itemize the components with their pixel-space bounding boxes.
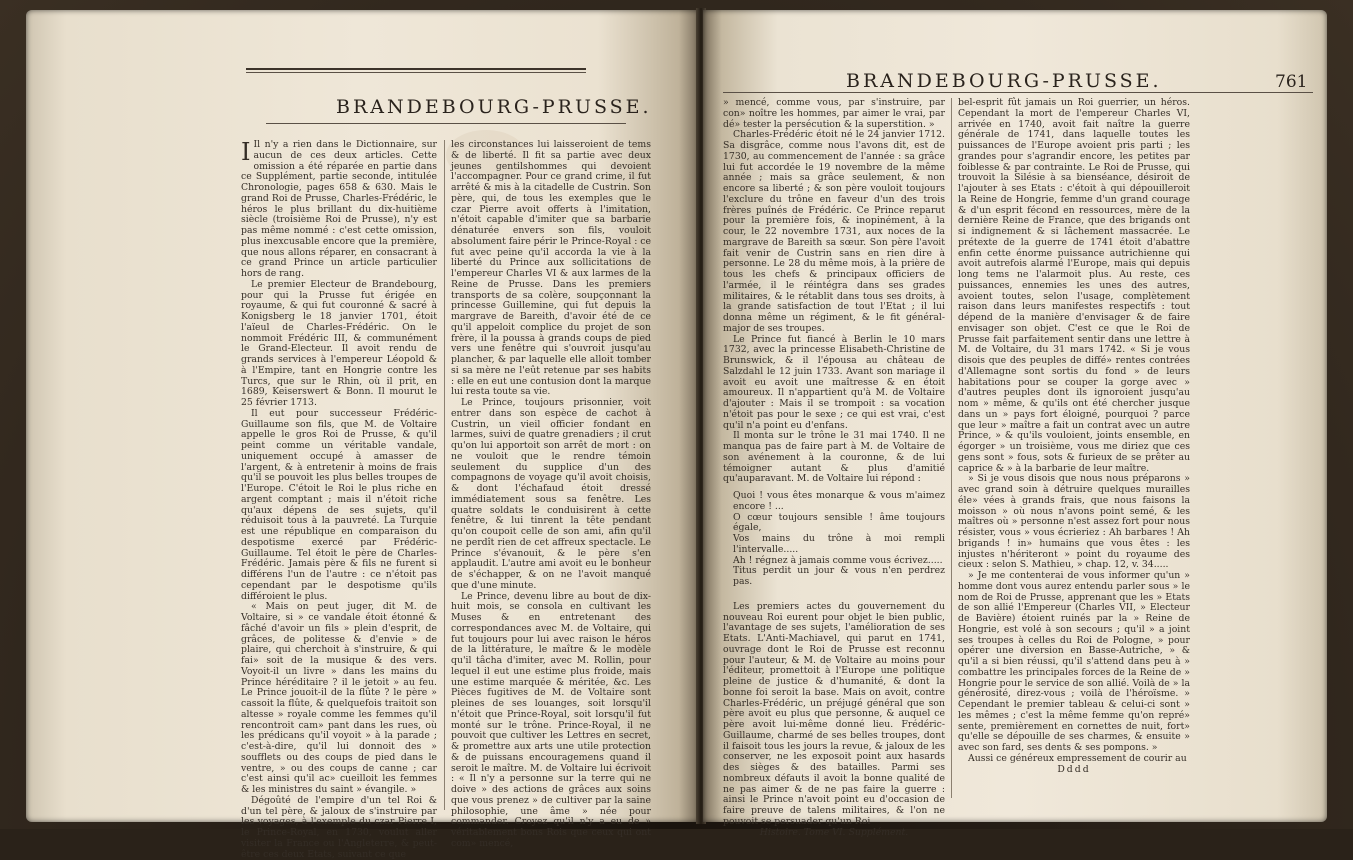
header-thin-rule — [246, 72, 586, 73]
verse-line: Ah ! régnez à jamais comme vous écrivez..... — [733, 554, 943, 566]
column-divider — [951, 98, 952, 798]
paragraph: Aussi ce généreux empressement de courir au — [968, 752, 1187, 764]
paragraph: » mencé, comme vous, par s'instruire, par con» noître les hommes, par aimer le vrai, par dé» tester la persécution & la superstition. » — [723, 97, 945, 130]
running-title: BRANDEBOURG-PRUSSE. — [846, 70, 1162, 92]
paragraph: Dégoûté de l'empire d'un tel Roi & d'un tel père, & jaloux de s'instruire par les voyages, à l'exemple du czar Pierre I, le Prince-Royal, en 1730, voulut aller visiter la France ou l'Angleterre, & peut-être ces deux Etats, suivant ce que — [241, 794, 437, 860]
left-column-1 — [241, 138, 437, 860]
paragraph: Il monta sur le trône le 31 mai 1740. Il ne manqua pas de faire part à M. de Voltaire de son avénement à la couronne, & de lui témoigner autant & plus d'amitié qu'auparavant. M. de Voltaire lui répond : — [723, 430, 945, 485]
left-column-2 — [451, 139, 652, 849]
left-page — [26, 10, 699, 860]
right-column-1 — [723, 97, 945, 838]
paragraph: Le premier Electeur de Brandebourg, pour qui la Prusse fut érigée en royaume, & qui fut couronné & sacré à Konigsberg le 18 janvier 1701, étoit l'aïeul de Charles-Frédéric. On le nommoit Frédéric III, & communément le Grand-Electeur. Il avoit rendu de grands services à l'empereur Léopold & à l'Empire, tant en Hongrie contre les Turcs, que sur le Rhin, où il prit, en 1689, Keiserswert & Bonn. Il mourut le 25 février 1713. — [241, 278, 437, 408]
paragraph: les circonstances lui laisseroient de tems & de liberté. Il fit sa partie avec deux jeunes gentilshommes qui devoient l'accompagner. Pour ce grand crime, il fut arrêté & mis à la citadelle de Custrin. Son père, qui, de tous les exemples que le czar Pierre avoit offerts à l'imitation, n'étoit capable d'imiter que sa barbarie dénaturée envers son fils, vouloit absolument faire périr le Prince-Royal : ce fut avec peine qu'il accorda la vie à la liberté du Prince aux sollicitations de l'empereur Charles VI & aux larmes de la Reine de Prusse. Dans les premiers transports de sa colère, soupçonnant la princesse Guillemine, qui fut depuis la margrave de Bareith, d'avoir été de ce qu'il appeloit complice du projet de son frère, il la poussa à grands coups de pied vers une fenêtre qui s'ouvroit jusqu'au plancher, & par laquelle elle alloit tomber si sa mère ne l'eût retenue par ses habits : elle en eut une contusion dont la marque lui resta toute sa vie. — [451, 139, 652, 398]
verse-line: Vos mains du trône à moi rempli l'intervalle..... — [733, 533, 945, 555]
paragraph: Il eut pour successeur Frédéric-Guillaume son fils, que M. de Voltaire appelle le gros Roi de Prusse, & qu'il peint comme un véritable vandale, uniquement occupé à amasser de l'argent, & à entretenir à moins de frais qu'il se pouvoit les plus belles troupes de l'Europe. C'étoit le Roi le plus riche en argent comptant ; mais il n'étoit riche qu'aux dépens de ses sujets, qu'il réduisoit tous à la pauvreté. La Turquie est une république en comparaison du despotisme exercé par Frédéric-Guillaume. Tel étoit le père de Charles-Frédéric. Jamais père & fils ne furent si différens l'un de l'autre : ce n'étoit pas cependant par le despotisme qu'ils différoient le plus. — [241, 407, 437, 602]
header-double-rule — [246, 68, 586, 70]
verse-line: O cœur toujours sensible ! âme toujours égale, — [733, 511, 945, 534]
paragraph: Le Prince, devenu libre au bout de dix-huit mois, se consola en cultivant les Muses & en entretenant des correspondances avec M. de Voltaire, qui fut toujours pour lui avec raison le héros de la littérature, le maître & le modèle qu'il tâcha d'imiter, avec M. Rollin, pour lequel il eut une estime plus froide, mais une estime marquée & méritée, &c. Les Pièces fugitives de M. de Voltaire sont pleines de ses louanges, soit lorsqu'il n'étoit que Prince-Royal, soit lorsqu'il fut monté sur le trône. Prince-Royal, il ne pouvoit que cultiver les Lettres en secret, & promettre aux arts une utile protection & de puissans encouragemens quand il seroit le maître. M. de Voltaire lui écrivoit : « Il n'y a personne sur la terre qui ne doive » des actions de grâces aux soins que vous prenez » de cultiver par la saine philosophie, une âme » née pour commander. Croyez qu'il n'y a eu de » véritablement bons Rois que ceux qui ont com» mencé, — [451, 590, 651, 849]
paragraph: « Mais on peut juger, dit M. de Voltaire, si » ce vandale étoit étonné & fâché d'avoir un fils » plein d'esprit, de grâces, de politesse & d'envie » de plaire, qui cherchoit à s'instruire, & qui fai» soit de la musique & des vers. Voyoit-il un livre » dans les mains du Prince héréditaire ? il le jetoit » au feu. Le Prince jouoit-il de la flûte ? le père » cassoit la flûte, & quelquefois traitoit son altesse » royale comme les femmes qu'il rencontroit cam» pant dans les rues, où les prédicans qu'il voyoit » à la parade ; c'est-à-dire, qu'il lui donnoit des » soufflets ou des coups de pied dans le ventre, » ou des coups de canne ; car c'est ainsi qu'il ac» cueilloit les femmes & les ministres du saint » évangile. » — [241, 601, 437, 795]
volume-footer: Histoire. Tome VI. Supplément. — [759, 826, 909, 838]
paragraph: Le Prince fut fiancé à Berlin le 10 mars 1732, avec la princesse Elisabeth-Christine de Brunswick, & il l'épousa au château de Salzdahl le 12 juin 1733. Avant son mariage il avoit eu avoit une maîtresse & en étoit amoureux. Il n'appartient qu'à M. de Voltaire d'ajouter : Mais il se trompoit : sa vocation n'étoit pas pour le sexe ; ce qui est vrai, c'est qu'il n'a point eu d'enfans. — [723, 333, 945, 431]
paragraph: » Je me contenterai de vous informer qu'un » homme dont vous aurez entendu parler sous » le nom de Roi de Prusse, apprenant que les » Etats de son allié l'Empereur (Charles VII, » Electeur de Bavière) étoient ruinés par la » Reine de Hongrie, est volé à son secours ; qu'il » a joint ses troupes à celles du Roi de Pologne, » pour opérer une diversion en Basse-Autriche, » & qu'il a si bien réussi, qu'il s'attend dans peu à » combattre les principales forces de la Reine de » Hongrie pour le service de son allié. Voilà de » la générosité, direz-vous ; voilà de l'héroïsme. » Cependant le premier tableau & celui-ci sont » les mêmes ; c'est la même femme qu'on repré» sente, premièrement en cornettes de nuit, fort» qu'elle se dépouille de ses charmes, & ensuite » avec son fard, ses dents & ses pompons. » — [958, 570, 1190, 753]
paragraph: I Il n'y a rien dans le Dictionnaire, sur aucun de ces deux articles. Cette omission a été réparée en partie dans ce Supplément, partie seconde, intitulée Chronologie, pages 658 & 630. Mais le grand Roi de Prusse, Charles-Frédéric, le héros le plus brillant du dix-huitième siècle (troisième Roi de Prusse), n'y est pas même nommé : c'est cette omission, plus inexcusable encore que la première, que nous allons réparer, en consacrant à ce grand Prince un article particulier hors de rang. — [241, 138, 437, 279]
right-page — [703, 10, 1327, 838]
right-column-2 — [958, 98, 1190, 818]
paragraph: Charles-Frédéric étoit né le 24 janvier 1712. Sa disgrâce, comme nous l'avons dit, est de 1730, au commencement de l'année : sa grâce lui fut accordée le 19 novembre de la même année ; mais sa grâce seulement, & non encore sa liberté ; & son père vouloit toujours l'exclure du trône en faveur d'un des trois frères puînés de Frédéric. Ce Prince reparut pour la première fois, & inopinément, à la cour, le 22 novembre 1731, aux noces de la margrave de Bareith sa sœur. Son père l'avoit fait venir de Custrin sans en rien dire à personne. Le 28 du même mois, à la prière de tous les chefs & principaux officiers de l'armée, il le réintégra dans ses grades militaires, & le rétablit dans tous ses droits, à la grande satisfaction de tout l'Etat ; il lui donna même un régiment, & le fit général-major de ses troupes. — [723, 129, 945, 334]
signature-mark: Dddd — [1057, 763, 1091, 775]
paragraph: Les premiers actes du gouvernement du nouveau Roi eurent pour objet le bien public, l'avantage de ses sujets, l'amélioration de ses Etats. L'Anti-Machiavel, qui parut en 1741, ouvrage dont le Roi de Prusse est reconnu pour l'auteur, & M. de Voltaire au moins pour l'éditeur, promettoit à l'Europe une politique pleine de justice & d'humanité, & dont la bonne foi seroit la base. Mais on avoit, contre Charles-Frédéric, un préjugé général que son père avoit eu plus que personne, & auquel ce père avoit lui-même donné lieu. Frédéric-Guillaume, charmé de ses belles troupes, dont il faisoit tous les jours la revue, & jaloux de les conserver, ne les exposoit point aux hasards des sièges & des batailles. Parmi ses nombreux défauts il avoit la bonne qualité de ne pas aimer & de ne pas faire la guerre : ainsi le Prince n'avoit point eu d'occasion de faire preuve de talens militaires, & l'on ne pouvoit se persuader qu'un Roi — [723, 600, 945, 827]
header-rule — [723, 92, 1313, 93]
running-title: BRANDEBOURG-PRUSSE. — [336, 96, 652, 118]
verse-line: Titus perdit un jour & vous n'en perdrez pas. — [733, 565, 945, 587]
paragraph: Le Prince, toujours prisonnier, voit entrer dans son espèce de cachot à Custrin, un vieil officier fondant en larmes, suivi de quatre grenadiers ; il crut qu'on lui apportoit son arrêt de mort : on ne vouloit que le rendre témoin seulement du supplice d'un des compagnons de voyage qu'il avoit choisis, & dont l'échafaud étoit dressé immédiatement sous sa fenêtre. Les quatre soldats le conduisirent à cette fenêtre, & lui tinrent la tête pendant qu'on coupoit celle de son ami, afin qu'il ne perdît rien de cet affreux spectacle. Le Prince s'évanouit, & le père s'en applaudit. L'autre ami avoit eu le bonheur de s'échapper, & on ne l'avoit manqué que d'une minute. — [451, 397, 651, 591]
page-number: 761 — [1275, 72, 1308, 92]
title-underline — [266, 123, 626, 124]
paragraph: » Si je vous disois que nous nous préparons » avec grand soin à détruire quelques murailles éle» vées à grands frais, que nous faisons la moisson » où nous n'avons point semé, & les maîtres où » personne n'est assez fort pour nous résister, vous » vous écrieriez : Ah barbares ! Ah brigands ! in» humains que vous êtes : les injustes n'hériteront » point du royaume des cieux : selon S. Mathieu, » chap. 12, v. 34..... — [958, 473, 1190, 571]
verse-line: Quoi ! vous êtes monarque & vous m'aimez encore ! ... — [733, 490, 945, 512]
paragraph: bel-esprit fût jamais un Roi guerrier, un héros. Cependant la mort de l'empereur Charles VI, arrivée en 1740, avoit fait naître la guerre générale de 1741, dans laquelle toutes les puissances de l'Europe avoient pris parti ; les grandes pour s'agrandir encore, les petites par foiblesse & par contrainte. Le Roi de Prusse, qui trouvoit la Silésie à sa bienséance, désiroit de l'ajouter à ses Etats : c'étoit à qui dépouilleroit la Reine de Hongrie, femme d'un grand courage & d'un esprit fécond en ressources, mère de la dernière Reine de France, que des brigands ont si indignement & si lâchement massacrée. Le prétexte de la guerre de 1741 étoit d'abattre enfin cette énorme puissance autrichienne qui avoit autrefois alarmé l'Europe, mais qui depuis long tems ne l'alarmoit plus. Au reste, ces puissances, ennemies les unes des autres, avoient toutes, selon l'usage, complètement raison dans leurs manifestes respectifs : tout dépend de la manière d'envisager & de faire envisager son objet. C'est ce que le Roi de Prusse fait parfaitement sentir dans une lettre à M. de Voltaire, du 31 mars 1742. « Si je vous disois que des peuples de diffé» rentes contrées d'Allemagne sont sortis du fond » de leurs habitations pour se couper la gorge avec » d'autres peuples dont ils ignoroient jusqu'au nom » même, & qu'ils ont été chercher jusque dans un » pays fort éloigné, pourquoi ? parce que leur » maître a fait un contrat avec un autre Prince, » & qu'ils vouloient, joints ensemble, en égorger » un troisième, vous me diriez que ces gens sont » fous, sots & furieux de se prêter au caprice & » à la barbarie de leur maître. — [958, 97, 1190, 474]
drop-cap: I — [241, 138, 251, 166]
column-divider — [444, 140, 445, 810]
